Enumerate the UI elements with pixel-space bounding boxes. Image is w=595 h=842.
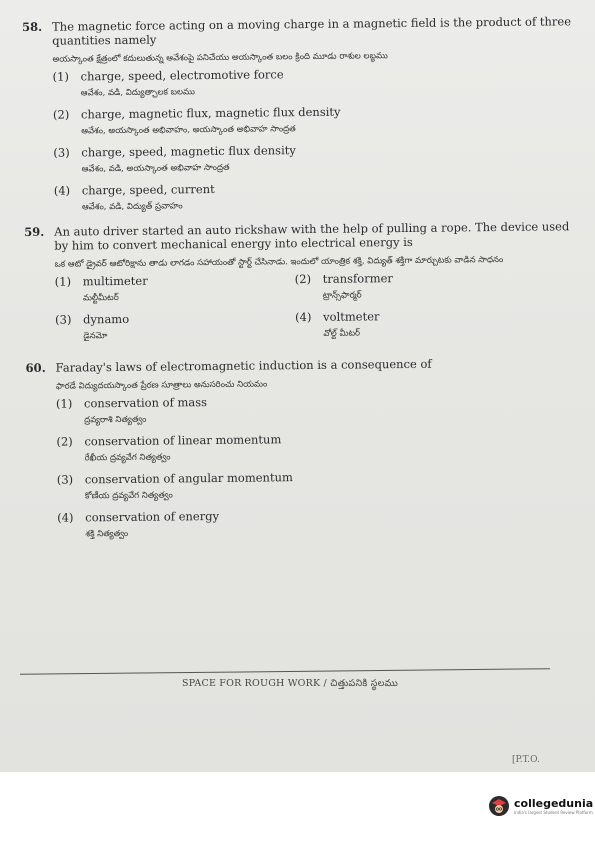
question-60	[26, 355, 588, 542]
question-text: Faraday's laws of electromagnetic induction is a consequence of	[55, 356, 432, 375]
question-text: The magnetic force acting on a moving charge in a magnetic field is the product of three quantities namely	[51, 14, 572, 48]
option-4: (4) voltmeter వోల్ట్ మీటర్	[265, 308, 505, 349]
option-1: (1) charge, speed, electromotive force	[52, 67, 284, 84]
pto-label: [P.T.O.	[512, 755, 540, 765]
options-grid	[25, 269, 586, 351]
option-3: (3) charge, speed, magnetic flux density	[53, 143, 296, 160]
option-4-telugu: వోల్ట్ మీటర్	[323, 328, 361, 339]
graduate-icon	[488, 795, 510, 817]
option-2: (2) transformer ట్రాన్స్‌ఫార్మర్	[265, 270, 505, 311]
option-2-telugu: రేఖీయ ద్రవ్యవేగ నిత్యత్వం	[84, 452, 171, 464]
option-1-telugu: ఆవేశం, వడి, విద్యుత్చాలక బలము	[80, 87, 195, 99]
question-number: 58.	[22, 19, 43, 34]
question-text-telugu: ఒక ఆటో డ్రైవర్ ఆటోరిక్షాను తాడు లాగడం సహాయంతో స్టార్ట్ చేసినాడు. ఇందులో యాంత్రిక శక్తి, విద్యుత్ శక్తిగా మార్చుటకు వాడిన సాధనం	[54, 254, 504, 270]
rough-work-divider	[20, 668, 550, 675]
option-1-telugu: మల్టీమీటర్	[82, 293, 119, 304]
logo-name: collegedunia	[514, 797, 594, 810]
collegedunia-logo	[488, 795, 593, 817]
option-3-telugu: ఆవేశం, వడి, అయస్కాంత అభివాహ సాంద్రత	[81, 162, 230, 175]
option-2-telugu: ట్రాన్స్‌ఫార్మర్	[322, 290, 362, 301]
option-4: (4) conservation of energy	[57, 508, 220, 525]
option-4-telugu: ఆవేశం, వడి, విద్యుత్ ప్రవాహం	[81, 201, 183, 213]
option-1: (1) conservation of mass	[55, 395, 208, 411]
logo-tagline: India's largest Student Review Platform	[514, 810, 593, 815]
question-text-telugu: అయస్కాంత క్షేత్రంలో కదులుతున్న ఆవేశంపై పనిచేయు అయస్కాంత బలం క్రింది మూడు రాశుల లబ్ధము	[52, 51, 388, 65]
question-number: 60.	[25, 360, 46, 375]
question-58	[22, 14, 584, 215]
option-4-telugu: శక్తి నిత్యత్వం	[85, 528, 129, 540]
option-2: (2) conservation of linear momentum	[56, 432, 282, 449]
option-3-telugu: డైనమో	[83, 331, 108, 342]
rough-work-label: SPACE FOR ROUGH WORK / చిత్తుపనికి స్థలము	[182, 678, 399, 689]
option-1-telugu: ద్రవ్యరాశి నిత్యత్వం	[84, 414, 147, 426]
question-text: An auto driver started an auto rickshaw with the help of pulling a rope. The device used by him to convert mechanical energy into electrical energy is	[54, 219, 570, 253]
question-number: 59.	[24, 224, 45, 239]
option-3: (3) conservation of angular momentum	[56, 470, 293, 487]
option-3-telugu: కోణీయ ద్రవ్యవేగ నిత్యత్వం	[84, 490, 173, 502]
option-4: (4) charge, speed, current	[53, 181, 215, 198]
option-2-telugu: ఆవేశం, అయస్కాంత అభివాహం, అయస్కాంత అభివాహ సాంద్రత	[81, 124, 296, 137]
question-text-telugu: ఫారడే విద్యుదయస్కాంత ప్రేరణ సూత్రాలు అనుసరించు నియమం	[55, 379, 268, 392]
option-2: (2) charge, magnetic flux, magnetic flux density	[52, 104, 341, 122]
question-59	[24, 219, 585, 351]
questions-block	[22, 14, 588, 552]
option-1: (1) multimeter మల్టీమీటర్	[25, 272, 265, 313]
option-3: (3) dynamo డైనమో	[25, 310, 265, 351]
